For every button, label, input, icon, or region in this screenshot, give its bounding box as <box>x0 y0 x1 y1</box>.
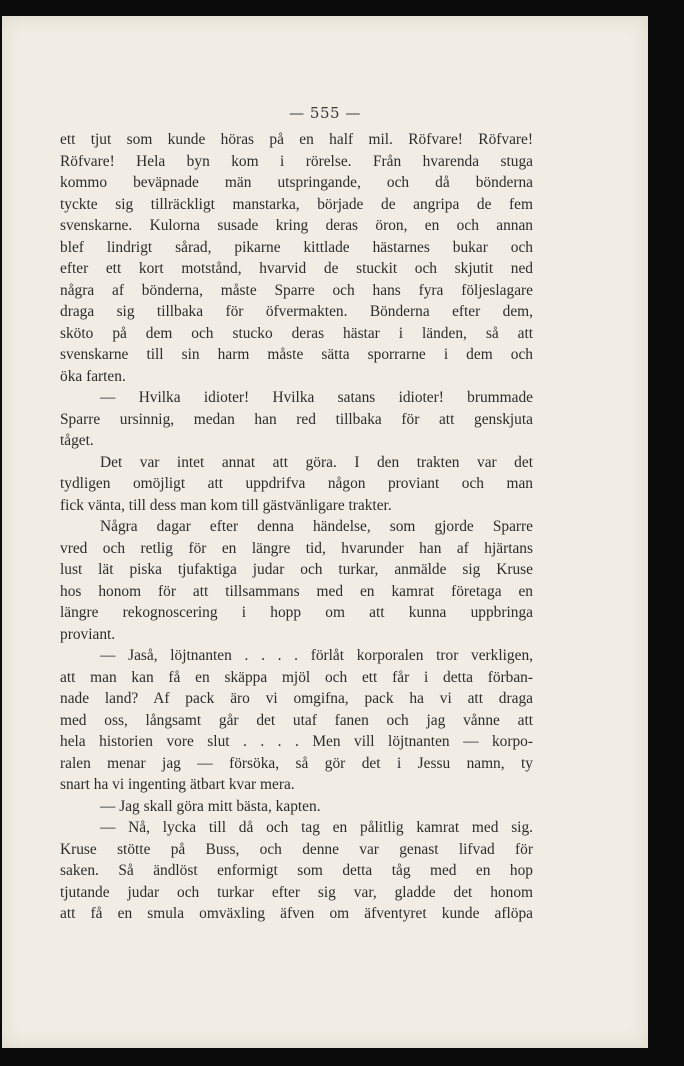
text-line: svenskarne till sin harm måste sätta sporrarne i dem och <box>60 346 533 363</box>
text-line: blef lindrigt sårad, pikarne kittlade hästarnes bukar och <box>60 238 533 256</box>
text-line: att man kan få en skäppa mjöl och ett får i detta förban- <box>60 668 533 686</box>
page-sheet <box>2 16 648 1048</box>
text-line: längre rekognoscering i hopp om att kunna uppbringa <box>60 604 533 621</box>
text-line: saken. Så ändlöst enformigt som detta tåg med en hop <box>60 862 533 879</box>
text-line: efter ett kort motstånd, hvarvid de stuckit och skjutit ned <box>60 260 533 277</box>
text-line: nade land? Af pack äro vi omgifna, pack ha vi att draga <box>60 690 533 707</box>
text-line: några af bönderna, måste Sparre och hans fyra följeslagare <box>60 281 533 299</box>
text-line: lust lät piska tjufaktiga judar och turkar, anmälde sig Kruse <box>60 561 533 578</box>
text-line: med oss, långsamt går det utaf fanen och jag vånne att <box>60 711 533 729</box>
text-line: tyckte sig tillräckligt manstarka, började de angripa de fem <box>60 195 533 213</box>
text-line: fick vänta, till dess man kom till gästvänligare trakter. <box>60 496 392 514</box>
text-line: hos honom för att tillsammans med en kamrat företaga en <box>60 582 533 600</box>
text-line: Sparre ursinnig, medan han red tillbaka för att genskjuta <box>60 410 533 428</box>
text-line: sköto på dem och stucko deras hästar i länden, så att <box>60 324 533 342</box>
text-line: — Nå, lycka till då och tag en pålitlig kamrat med sig. <box>100 819 533 836</box>
text-line: Kruse stötte på Buss, och denne var genast lifvad för <box>60 840 533 858</box>
text-line: — Jaså, löjtnanten . . . . förlåt korporalen tror verkligen, <box>100 647 533 664</box>
text-line: hela historien vore slut . . . . Men vill löjtnanten — korpo- <box>60 733 533 750</box>
text-line: tåget. <box>60 432 94 449</box>
text-line: öka farten. <box>60 367 126 385</box>
text-line: ralen menar jag — försöka, så gör det i Jessu namn, ty <box>60 754 533 772</box>
text-line: tydligen omöjligt att uppdrifva någon proviant och man <box>60 475 533 492</box>
text-line: Det var intet annat att göra. I den trakten var det <box>100 453 533 471</box>
text-line: snart ha vi ingenting ätbart kvar mera. <box>60 776 295 793</box>
text-line: vred och retlig för en längre tid, hvarunder han af hjärtans <box>60 539 533 557</box>
body-text <box>60 129 533 925</box>
text-line: Några dagar efter denna händelse, som gjorde Sparre <box>100 518 533 535</box>
page-number: — 555 — <box>289 104 361 122</box>
text-line: — Jag skall göra mitt bästa, kapten. <box>100 797 321 815</box>
text-line: svenskarne. Kulorna susade kring deras öron, en och annan <box>60 217 533 234</box>
text-line: proviant. <box>60 625 116 643</box>
text-line: draga sig tillbaka för öfvermakten. Bönderna efter dem, <box>60 303 533 320</box>
text-line: Röfvare! Hela byn kom i rörelse. Från hvarenda stuga <box>60 152 533 170</box>
text-line: — Hvilka idioter! Hvilka satans idioter! brummade <box>100 389 533 406</box>
text-line: ett tjut som kunde höras på en half mil. Röfvare! Röfvare! <box>60 131 533 148</box>
text-line: att få en smula omväxling äfven om äfventyret kunde aflöpa <box>60 905 533 922</box>
text-line: kommo beväpnade män utspringande, och då bönderna <box>60 174 533 191</box>
text-line: tjutande judar och turkar efter sig var, gladde det honom <box>60 883 533 901</box>
